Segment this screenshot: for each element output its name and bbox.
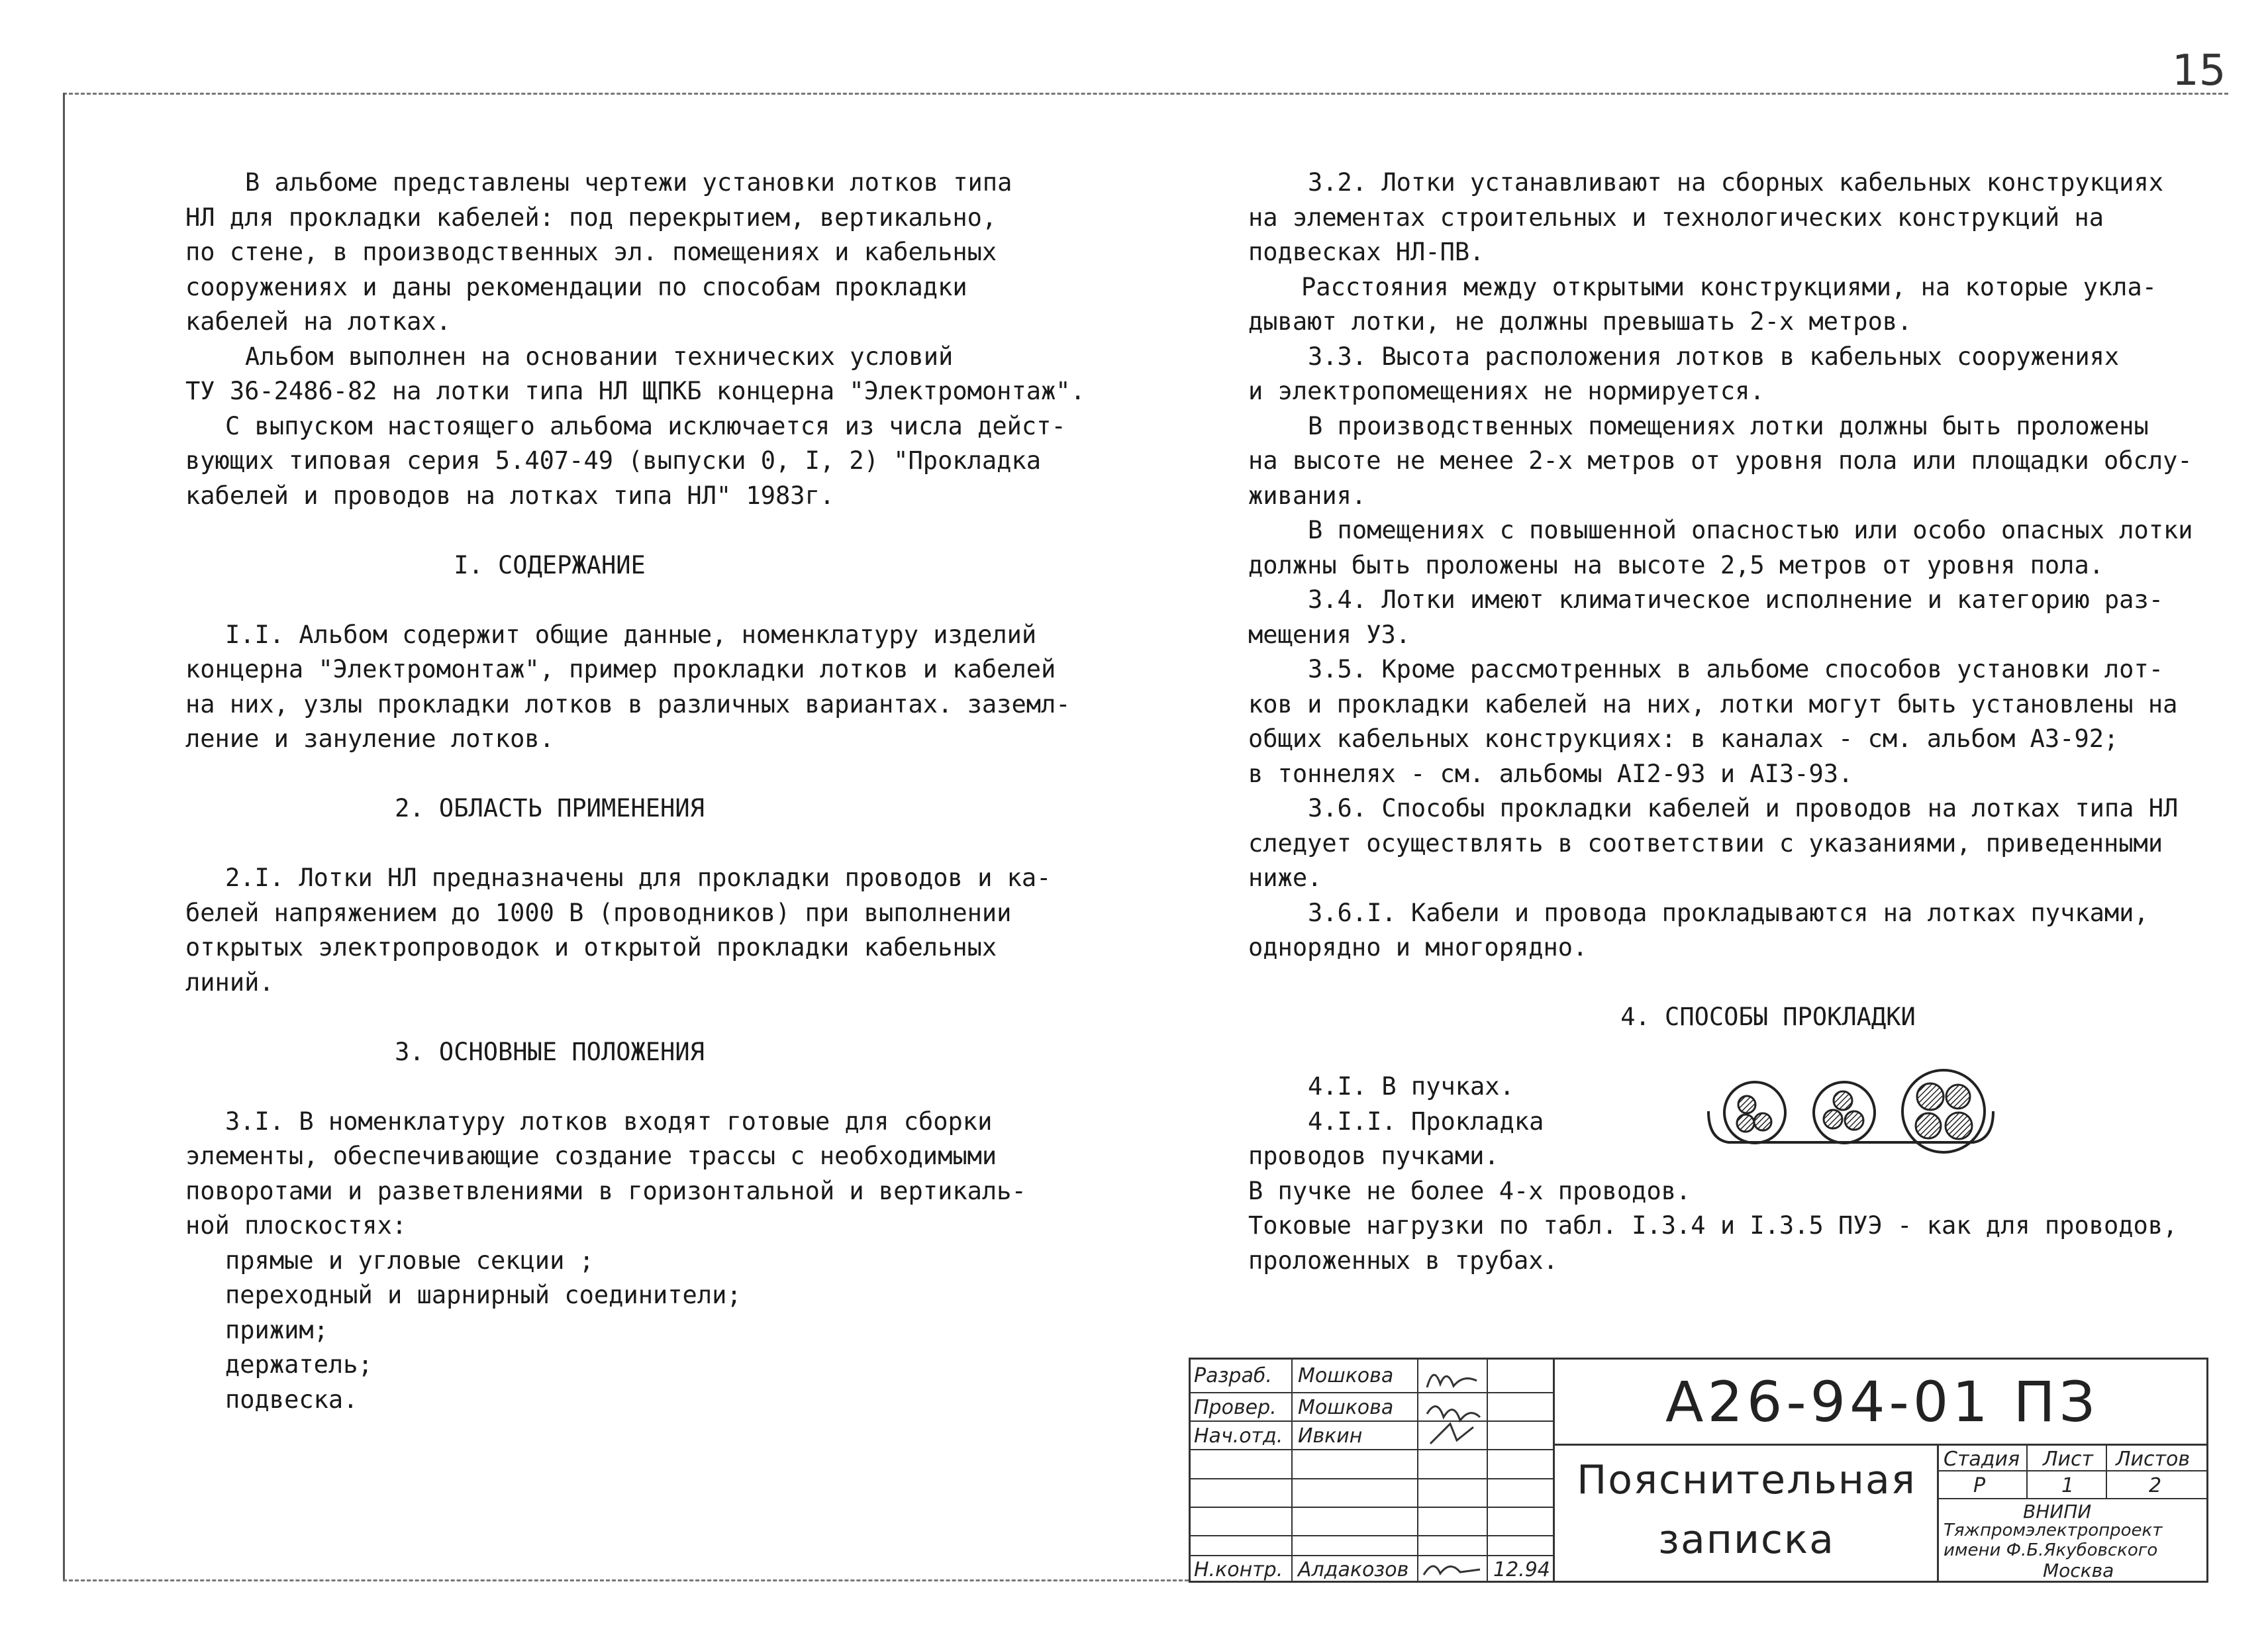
name-norm-control: Алдакозов [1298, 1558, 1409, 1581]
right-line: и электропомещениях не нормируется. [1248, 377, 1765, 405]
section-2-line: линий. [185, 968, 274, 997]
intro-line: сооружениях и даны рекомендации по способам прокладки [185, 272, 967, 301]
org-line-4: Москва [2043, 1560, 2114, 1581]
org-line-2: Тяжпромэлектропроект [1944, 1520, 2163, 1540]
signature-norm-control [1420, 1555, 1483, 1581]
intro-line: Альбом выполнен на основании технических условий [245, 342, 954, 371]
bundle-four-wires [1902, 1070, 1985, 1152]
section-4-line: проложенных в трубах. [1248, 1246, 1558, 1275]
section-1-line: ление и зануление лотков. [185, 724, 554, 753]
sheets-label: Листов [2116, 1448, 2191, 1471]
section-3-list-item: переходный и шарнирный соединители; [225, 1281, 742, 1309]
section-2-line: открытых электропроводок и открытой прокладки кабельных [185, 933, 997, 962]
right-line: В производственных помещениях лотки должны быть проложены [1308, 411, 2149, 440]
right-line: мещения У3. [1248, 620, 1411, 649]
section-1-title: I. СОДЕРЖАНИЕ [454, 550, 646, 579]
right-line: 3.6. Способы прокладки кабелей и проводов на лотках типа НЛ [1308, 794, 2179, 822]
right-line: 3.4. Лотки имеют климатическое исполнение и категорию раз- [1308, 585, 2164, 614]
right-line: 3.3. Высота расположения лотков в кабельных сооружениях [1308, 342, 2120, 371]
right-line: следует осуществлять в соответствии с указаниями, приведенными [1248, 828, 2163, 858]
intro-line: НЛ для прокладки кабелей: под перекрытием, вертикально, [185, 203, 997, 232]
sheet-label: Лист [2043, 1448, 2094, 1471]
intro-line: по стене, в производственных эл. помещениях и кабельных [185, 238, 997, 266]
signing-date: 12.94 [1493, 1558, 1550, 1581]
document-title-line-2: записка [1658, 1517, 1835, 1563]
right-line: В помещениях с повышенной опасностью или особо опасных лотки [1308, 516, 2193, 544]
intro-line: вующих типовая серия 5.407-49 (выпуски 0, I, 2) "Прокладка [185, 446, 1042, 475]
intro-line: кабелей на лотках. [185, 307, 451, 336]
section-3-line: элементы, обеспечивающие создание трассы с необходимыми [185, 1142, 997, 1170]
right-line: ниже. [1248, 864, 1322, 892]
stage-value: Р [1973, 1474, 1986, 1497]
section-3-line: 3.I. В номенклатуру лотков входят готовые для сборки [225, 1107, 993, 1136]
section-4-line: проводов пучками. [1248, 1142, 1499, 1170]
signatures [1424, 1361, 1483, 1447]
bundle-three-wires [1814, 1082, 1875, 1143]
right-line: однорядно и многорядно. [1248, 933, 1588, 962]
name-department-head: Ивкин [1298, 1424, 1363, 1448]
right-line: живания. [1248, 481, 1367, 510]
frame-bottom-border [63, 1579, 1189, 1581]
section-1-line: на них, узлы прокладки лотков в различных вариантах. заземл- [185, 689, 1071, 719]
right-line: дывают лотки, не должны превышать 2-х метров. [1248, 307, 1912, 336]
section-3-line: ной плоскостях: [185, 1211, 407, 1240]
section-4-line: Токовые нагрузки по табл. I.3.4 и I.3.5 ПУЭ - как для проводов, [1248, 1211, 2178, 1240]
right-line: должны быть проложены на высоте 2,5 метров от уровня пола. [1248, 550, 2104, 579]
right-line: подвесках НЛ-ПВ. [1248, 238, 1485, 266]
right-line: 3.6.I. Кабели и провода прокладываются на лотках пучками, [1308, 898, 2149, 927]
section-3-list-item: прямые и угловые секции ; [225, 1246, 594, 1275]
org-line-3: имени Ф.Б.Якубовского [1944, 1540, 2158, 1560]
section-2-line: белей напряжением до 1000 В (проводников) при выполнении [185, 898, 1012, 927]
sheets-value: 2 [2149, 1474, 2162, 1497]
right-line: 3.5. Кроме рассмотренных в альбоме способов установки лот- [1308, 655, 2164, 683]
right-line: Расстояния между открытыми конструкциями, на которые укла- [1301, 272, 2157, 301]
section-3-title: 3. ОСНОВНЫЕ ПОЛОЖЕНИЯ [395, 1037, 705, 1066]
name-checker: Мошкова [1298, 1396, 1394, 1419]
sheet-mark: 15 [2172, 46, 2226, 95]
right-line: общих кабельных конструкциях: в каналах - см. альбом А3-92; [1248, 724, 2119, 753]
org-line-1: ВНИПИ [2023, 1501, 2092, 1522]
left-column [185, 166, 1085, 1417]
right-line: 3.2. Лотки устанавливают на сборных кабельных конструкциях [1308, 168, 2164, 197]
section-2-title: 2. ОБЛАСТЬ ПРИМЕНЕНИЯ [395, 794, 705, 822]
frame-top-border [63, 93, 2228, 95]
section-4-line: В пучке не более 4-х проводов. [1248, 1176, 1691, 1205]
intro-line: ТУ 36-2486-82 на лотки типа НЛ ЩПКБ концерна "Электромонтаж". [185, 377, 1085, 405]
section-4-line: 4.I. В пучках. [1308, 1072, 1514, 1101]
bundle-two-wires [1724, 1082, 1785, 1143]
right-line: ков и прокладки кабелей на них, лотки могут быть установлены на [1248, 689, 2178, 719]
section-3-line: поворотами и разветвлениями в горизонтальной и вертикаль- [185, 1176, 1026, 1205]
section-1-line: концерна "Электромонтаж", пример прокладки лотков и кабелей [185, 655, 1056, 683]
section-4-title: 4. СПОСОБЫ ПРОКЛАДКИ [1620, 1003, 1916, 1031]
frame-left-border [63, 93, 65, 1579]
section-1-line: I.I. Альбом содержит общие данные, номенклатуру изделий [225, 620, 1037, 649]
section-3-list-item: подвеска. [225, 1385, 358, 1414]
right-line: на высоте не менее 2-х метров от уровня пола или площадки обслу- [1248, 446, 2193, 475]
sheet-value: 1 [2061, 1474, 2075, 1497]
section-2-line: 2.I. Лотки НЛ предназначены для прокладки проводов и ка- [225, 864, 1052, 892]
role-developer: Разраб. [1194, 1364, 1272, 1387]
intro-line: В альбоме представлены чертежи установки лотков типа [245, 168, 1012, 197]
section-4-line: 4.I.I. Прокладка [1308, 1107, 1544, 1136]
right-line: на элементах строительных и технологических конструкций на [1248, 203, 2104, 232]
wire-bundles-diagram [1702, 1066, 2000, 1159]
section-3-list-item: прижим; [225, 1315, 328, 1344]
document-title-line-1: Пояснительная [1577, 1457, 1916, 1503]
stage-label: Стадия [1944, 1448, 2020, 1471]
document-code: А26-94-01 ПЗ [1665, 1369, 2099, 1434]
role-norm-control: Н.контр. [1194, 1558, 1283, 1581]
role-checker: Провер. [1194, 1396, 1277, 1419]
right-line: в тоннелях - см. альбомы АI2-93 и АI3-93. [1248, 759, 1853, 788]
title-block [1189, 1358, 2208, 1583]
section-3-list-item: держатель; [225, 1350, 373, 1379]
role-department-head: Нач.отд. [1194, 1424, 1283, 1448]
intro-line: С выпуском настоящего альбома исключается из числа дейст- [225, 411, 1066, 440]
intro-line: кабелей и проводов на лотках типа НЛ" 1983г. [185, 481, 835, 510]
name-developer: Мошкова [1298, 1364, 1394, 1387]
